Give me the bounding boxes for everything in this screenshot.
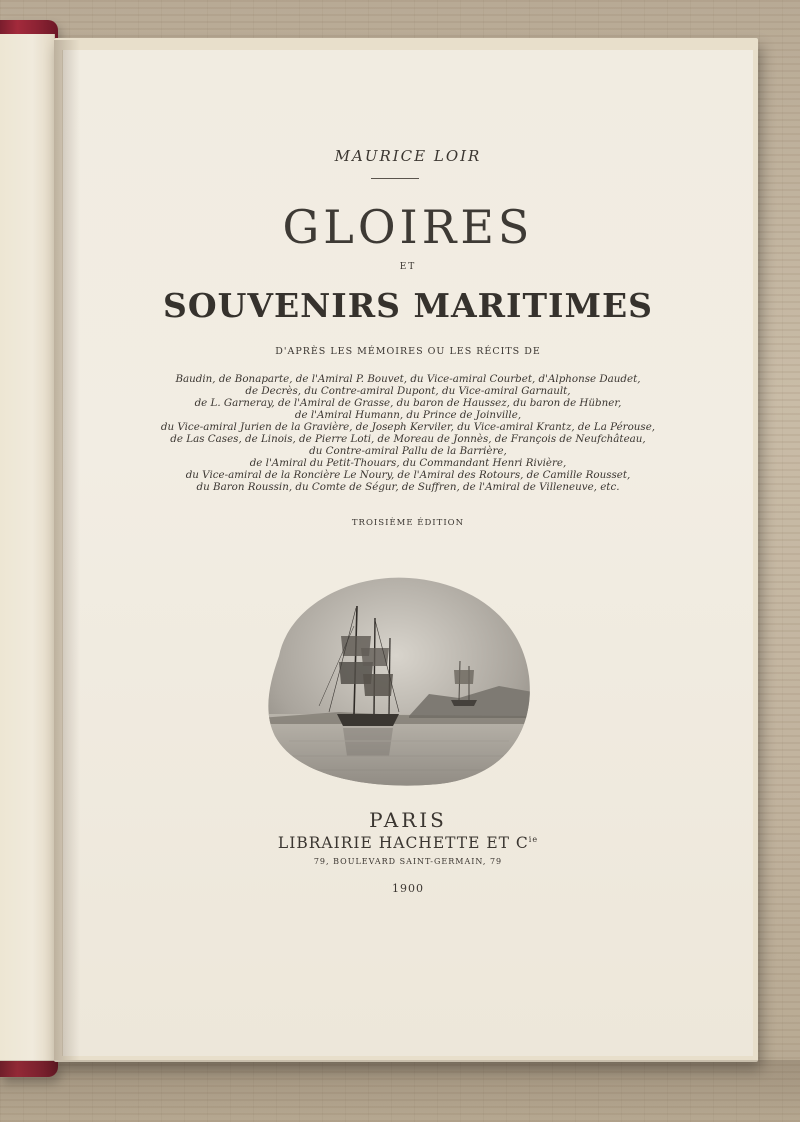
author-name: MAURICE LOIR [334, 147, 482, 165]
publisher-text: LIBRAIRIE HACHETTE ET C [277, 834, 529, 852]
edition-label: TROISIÈME ÉDITION [351, 518, 465, 528]
source-line: de Decrès, du Contre-amiral Dupont, du Vice-amiral Garnault, [245, 385, 571, 397]
title-page [62, 50, 753, 1056]
publication-city: PARIS [369, 808, 447, 832]
author-rule [371, 178, 419, 179]
source-line: du Vice-amiral de la Roncière Le Noury, de l'Amiral des Rotours, de Camille Rousset, [185, 469, 631, 481]
publication-year: 1900 [392, 882, 424, 895]
source-line: de Las Cases, de Linois, de Pierre Loti, de Moreau de Jonnès, de François de Neufchâteau, [170, 433, 646, 445]
publisher-suffix: ie [528, 834, 539, 844]
source-line: de L. Garneray, de l'Amiral de Grasse, du baron de Haussez, du baron de Hübner, [194, 397, 622, 409]
source-line: de l'Amiral du Petit-Thouars, du Commandant Henri Rivière, [249, 457, 567, 469]
sources-list [63, 373, 753, 493]
source-line: du Contre-amiral Pallu de la Barrière, [309, 445, 507, 457]
book-title: GLOIRES [282, 200, 534, 254]
table-shadow [0, 1060, 800, 1122]
publisher-name [63, 834, 753, 852]
sailing-ship-vignette [259, 566, 533, 790]
source-line: du Baron Roussin, du Comte de Ségur, de Suffren, de l'Amiral de Villeneuve, etc. [196, 481, 620, 493]
sources-heading: D'APRÈS LES MÉMOIRES OU LES RÉCITS DE [275, 346, 541, 357]
book-subtitle: SOUVENIRS MARITIMES [163, 286, 653, 325]
publisher-address: 79, BOULEVARD SAINT-GERMAIN, 79 [313, 857, 503, 866]
source-line: du Vice-amiral Jurien de la Gravière, de Joseph Kerviler, du Vice-amiral Krantz, de La Pérouse, [160, 421, 656, 433]
title-conjunction: ET [399, 262, 417, 272]
source-line: de l'Amiral Humann, du Prince de Joinville, [294, 409, 522, 421]
source-line: Baudin, de Bonaparte, de l'Amiral P. Bouvet, du Vice-amiral Courbet, d'Alphonse Daudet, [175, 373, 641, 385]
left-page [0, 34, 55, 1061]
